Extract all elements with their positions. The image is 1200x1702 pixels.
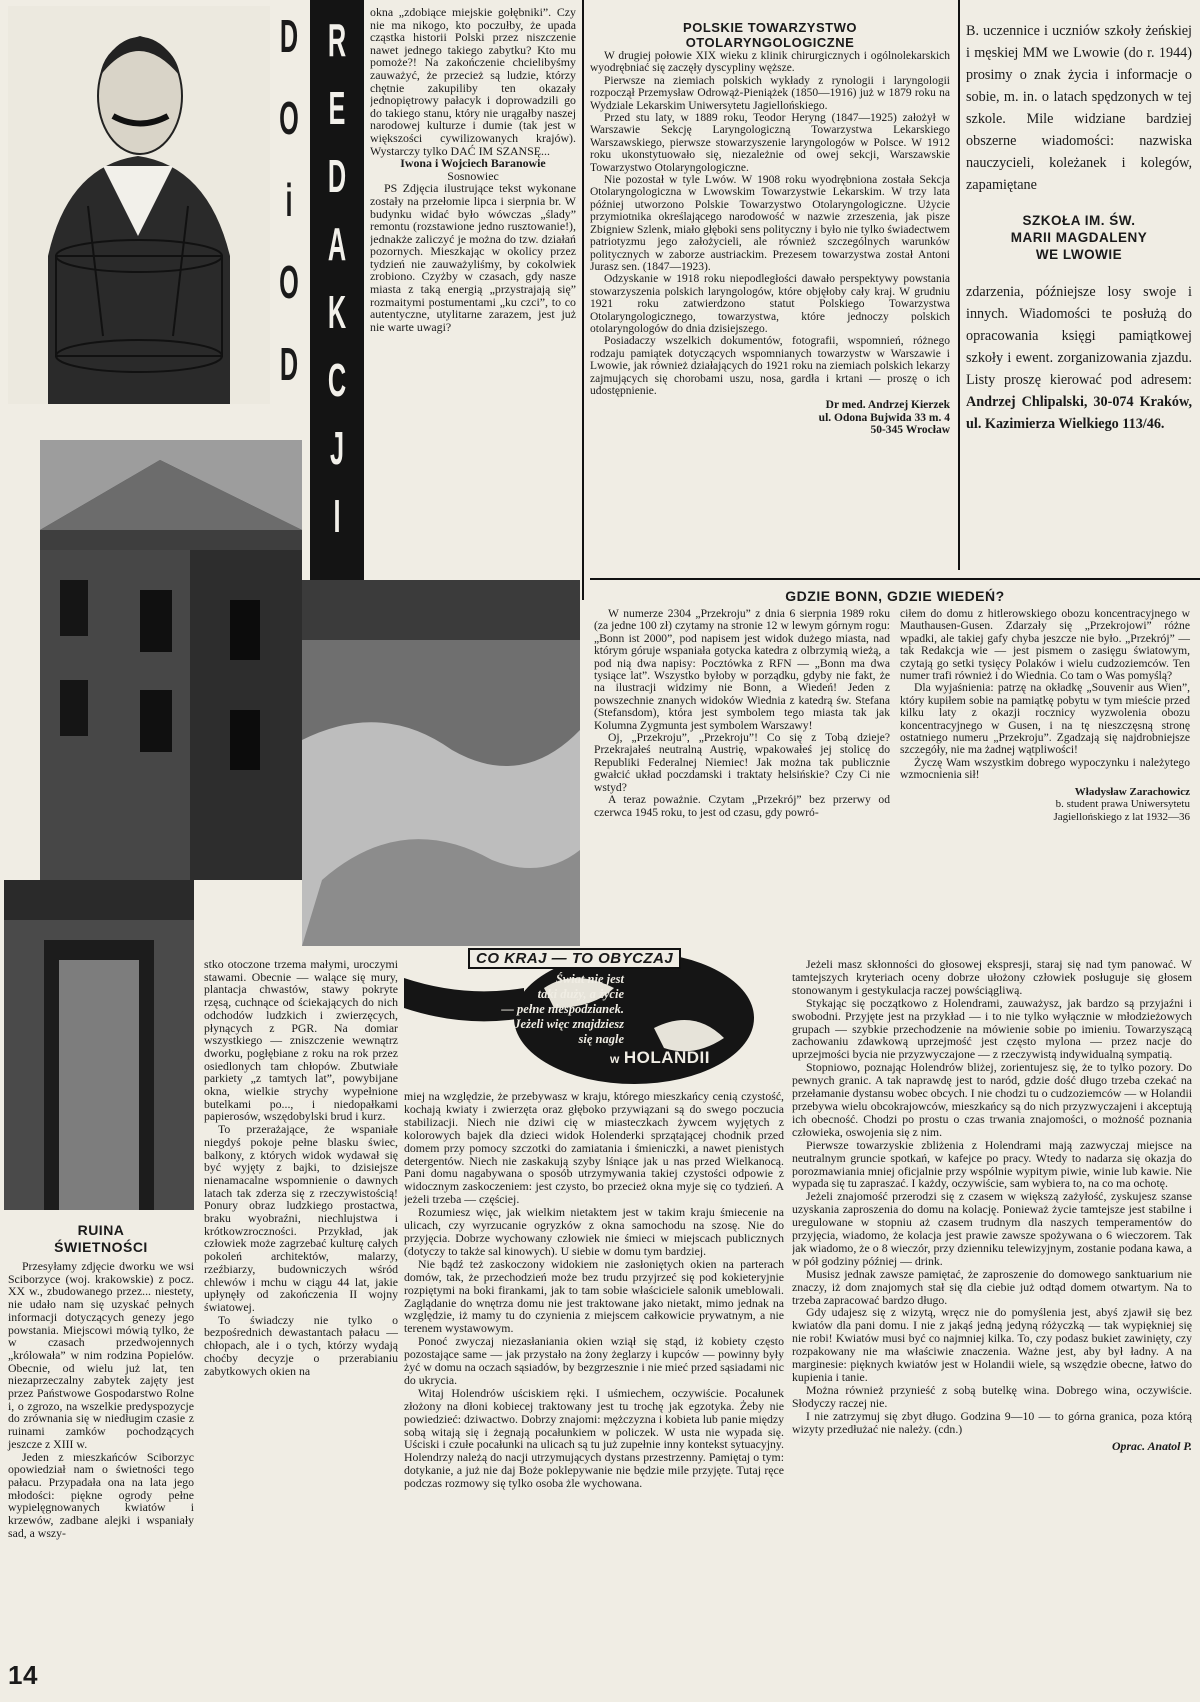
ruina-paragraph: Jeden z mieszkańców Sciborzyc opowiedział nam o świetności tego pałacu. Przypadała ona na lata jego młodości: piękne ogrody pełne wypielęgnowanych kwiatów i krzewów, zadbane alejki i wspaniały sad, a wszy- — [8, 1449, 194, 1540]
masthead-letter: A — [327, 218, 347, 270]
holandia-paragraph: miej na względzie, że przebywasz w kraju, którego mieszkańcy cenią czystość, kochają kwiaty i zwierzęta oraz głęboko przywiązani są do swego poczucia stabilizacji. Niech nie dziwi cię w miasteczkach żywcem wyjętych z kolorowych bajek dla dzieci widok Holenderki sprzątającej chodnik przed domem przy pomocy szczotki do zamiatania i śmieniczki, a nawet pienistych detergentów. Niech nie zaskakują szyby lśniące jak u nas przed Wielkanocą. Pani domu nagabywana o sposób utrzymywania takiej czystości odpowie z widocznym zaskoczeniem: jest czysto, bo przecież okna myje się co tydzień. A jeżeli trzeba — częściej. — [404, 1090, 784, 1207]
holandia-country — [610, 1048, 710, 1068]
bonn-signature-note: Jagiellońskiego z lat 1932—36 — [1053, 810, 1190, 823]
holandia-paragraph: Można również przynieść z sobą butelkę wina. Dobrego wina, oczywiście. Słodyczy raczej nie. — [792, 1382, 1192, 1410]
photo-manor — [40, 440, 302, 880]
masthead-left — [270, 10, 308, 400]
ruina-title-line: RUINA — [77, 1222, 125, 1238]
ptol-paragraph: W drugiej połowie XIX wieku z klinik chirurgicznych i ogólnolekarskich wyodrębniać się zaczęły dyscypliny węższe. — [590, 50, 950, 75]
ptol-address: 50-345 Wrocław — [870, 424, 950, 437]
magdalena-heading-line: SZKOŁA IM. ŚW. — [1022, 213, 1136, 228]
holandia-intro-line: Świat nie jest — [555, 972, 624, 986]
ptol-paragraph: Posiadaczy wszelkich dokumentów, fotografii, wspomnień, różnego rodzaju pamiątek dotyczących wspomnianych towarzystw w Warszawie i Lwowie, jak również działających do 1921 roku na ziemiach polskich lekarzy zajmujących się chorobami uszu, nosa, gardła i krtani — proszę o ich udostępnienie. — [590, 335, 950, 397]
bonn-article — [590, 582, 1200, 928]
holandia-intro — [464, 972, 624, 1047]
ruina-paragraph: Przesyłamy zdjęcie dworku we wsi Sciborzyce (woj. krakowskie) z pocz. XX w., zbudowanego przez... niestety, nie udało nam się uzyskać pełnych informacji dotyczących genezy jego powstania. Miejscowi mówią tylko, że w czasach przedwojennych „królowała” w nim rodzina Popielów. Obecnie, od wielu już lat, ten niezaprzeczalny zabytek zajęty jest przez Państwowe Gospodarstwo Rolne i, o zgrozo, na wszelkie predyspozycje do zrównania się w niedługim czasie z ruinami zamków pochodzących jeszcze z XIII w. — [8, 1259, 194, 1451]
holandia-paragraph: Jeżeli masz skłonności do głosowej ekspresji, staraj się nad tym panować. W tamtejszych kryteriach oceny dobrze ułożony człowiek posługuje się głosem stonowanym i gestykulacja raczej powściągliwą. — [792, 958, 1192, 997]
holandia-paragraph: Rozumiesz więc, jak wielkim nietaktem jest w takim kraju śmiecenie na ulicach, czy wyrzucanie ogryzków z okna samochodu na szosę. Nie do przyjęcia. Dobrze wychowany człowiek nie śmieci w miejscach publicznych (dotyczy to także sal kinowych). U siebie w domu tym bardziej. — [404, 1205, 784, 1258]
ruina-col1 — [8, 1260, 194, 1539]
holandia-intro-line: Jeżeli więc znajdziesz — [514, 1017, 624, 1031]
ptol-title-line: POLSKIE TOWARZYSTWO — [683, 20, 857, 35]
letter-ps: PS Zdjęcia ilustrujące tekst wykonane zostały na przełomie lipca i sierpnia br. W budynku widać było wówczas „ślady” remontu (rozstawione jedno rusztowanie!), jednakże zaliczyć je można do tzw. działań pozornych. Mieszkając w okolicy przez tydzień nie zauważyliśmy, by cokolwiek zrobiono. Czyżby w czasach, gdy nasze miasta z taką energią „przystrajają się” rozmaitymi postumentami „ku czci”, to co autentyczne, utylitarne zarazem, jest już nie warte uwagi? — [370, 181, 576, 334]
masthead-letter: D — [279, 338, 299, 390]
masthead-letter: C — [327, 354, 347, 406]
masthead-letter: O — [279, 92, 299, 144]
holandia-paragraph: Musisz jednak zawsze pamiętać, że zaproszenie do domowego sanktuarium nie znaczy, iż dom znajomych stał się dla ciebie już odtąd domem otwartym. Na to trzeba zapracować bardzo długo. — [792, 1266, 1192, 1307]
bonn-paragraph: A teraz poważnie. Czytam „Przekrój” bez przerwy od czerwca 1945 roku, to jest od czasu, gdy powró- — [594, 793, 890, 819]
holandia-paragraph: Nie bądź też zaskoczony widokiem nie zasłoniętych okien na parterach domów, tak, że przechodzień może bez trudu przyjrzeć się pod kokieteryjnie rozpiętymi na boki firankami, jak to tam sobie właściciele salonik umeblowali. Zaglądanie do wnętrza domu nie jest traktowane jako nietakt, mimo jednak na względzie, iż mamy tu do czynienia z miejscem całkowicie prywatnym, a nie terenem wystawowym. — [404, 1256, 784, 1336]
engraving-portrait — [8, 6, 270, 404]
ruina-title-line: ŚWIETNOŚCI — [54, 1239, 148, 1255]
magdalena-intro: B. uczennice i uczniów szkoły żeńskiej i męskiej MM we Lwowie (do r. 1944) prosimy o znak życia i informacje o sobie, m. in. o latach spędzonych w tej szkole. Mile widziane bardziej obszerne wiadomości: nazwiska nauczycieli, koleżanek i kolegów, zapamiętane — [966, 23, 1192, 193]
ptol-title-line: OTOLARYNGOLOGICZNE — [685, 35, 855, 50]
bonn-paragraph: ciłem do domu z hitlerowskiego obozu koncentracyjnego w Mauthausen-Gusen. Zdarzały się „Przekrojowi” różne wpadki, ale takiej gafy chyba jeszcze nie było. „Przekrój” — tak Redakcja wie — jest pismem o zasięgu światowym, czytają go setki tysięcy Polaków i wielu cudzoziemców. Ten numer trafi również i do Wiednia. Co tam o Was pomyślą? — [900, 607, 1190, 683]
holandia-paragraph: Stykając się początkowo z Holendrami, zauważysz, jak bardzo są przyjaźni i swobodni. Przyjęte jest na przykład — i to nie tylko wyłącznie w młodzieżowych grupach — szybkie przechodzenie na mówienie sobie po imieniu. Towarzyszącą zachowaniu zdawkową uprzejmość jest często mylona — przez nacje do uprzejmości bycia nie przyzwyczajone — z rzeczywistą indywidualną sympatią. — [792, 995, 1192, 1062]
masthead-letter: J — [329, 422, 345, 474]
magdalena-heading-line: MARII MAGDALENY — [1010, 230, 1148, 245]
bonn-paragraph: Oj, „Przekroju”, „Przekroju”! Co się z Tobą dzieje? Przekrajałeś neutralną Austrię, wpakowałeś jej stolicę do Republiki Federalnej Niemiec! Jak można tak publicznie gwałcić układ poczdamski i traktaty helsińskie? Czy Ci nie wstyd? — [594, 731, 890, 794]
ptol-paragraph: Odzyskanie w 1918 roku niepodległości dawało perspektywy powstania stowarzyszenia polskich laryngologów, które objęłoby cały kraj. W grudniu 1921 roku zatwierdzono statut Polskiego Towarzystwa Otolaryngologicznego, towarzystwa, które jednoczy polskich otolaryngologów do dnia dzisiejszego. — [590, 273, 950, 335]
masthead-letter: D — [279, 10, 299, 62]
magdalena-article — [966, 20, 1192, 570]
masthead-letter: K — [327, 286, 347, 338]
ruina-col2 — [204, 958, 398, 1654]
magdalena-address: Andrzej Chlipalski, 30-074 Kraków, ul. Kazimierza Wielkiego 113/46. — [966, 394, 1192, 432]
masthead-letter: D — [327, 150, 347, 202]
holandia-paragraph: Jeżeli znajomość przerodzi się z czasem w większą zażyłość, zyskujesz szanse uzyskania zaproszenia do domu na kolację. Ponieważ życie tamtejsze jest stabilne i uregulowane w stopniu aż czasem trudnym dla naszych temperamentów do przyjęcia, wiadomo, że kolacja jest prawie zawsze spożywana o 6 wieczorem. Tak jak wiadomo, że o 8 wieczór, przy dzienniku telewizyjnym, zostanie podana kawa, a w pół godziny później — drink. — [792, 1189, 1192, 1268]
magdalena-body — [966, 281, 1192, 435]
ptol-paragraph: Nie pozostał w tyle Lwów. W 1908 roku wyodrębniona została Sekcja Otolaryngologiczna w Lwowskim Towarzystwie Lekarskim. W trzy lata później utworzono Polskie Towarzystwo Otolaryngologiczne. Użycie przymiotnika określającego narodowość w nazwie zrzeszenia, jak pisze Zbigniew Szlenk, miało głęboki sens polityczny i było nie tylko świadectwem patriotyzmu jego założycieli, ale również szczególnych warunków politycznych w zaborze austriackim. Prezesem towarzystwa został Antoni Jurasz sen. (1847—1923). — [590, 174, 950, 273]
holandia-col2 — [792, 958, 1192, 1680]
photo-doorway — [4, 880, 194, 1210]
magdalena-heading-line: WE LWOWIE — [1035, 247, 1123, 262]
masthead-letter: I — [333, 490, 341, 542]
ptol-title — [590, 20, 950, 50]
bonn-paragraph: Życzę Wam wszystkim dobrego wypoczynku i należytego wzmocnienia sił! — [900, 755, 1190, 782]
bonn-title: GDZIE BONN, GDZIE WIEDEŃ? — [785, 588, 1005, 604]
bonn-signature-note: b. student prawa Uniwersytetu — [1055, 798, 1190, 811]
ruina-paragraph: stko otoczone trzema małymi, uroczymi stawami. Obecnie — walące się mury, plantacja chwastów, stawy pokryte rzęsą, cuchnące od ściekających do nich odchodów ludzkich i zwierzęcych, płynących z PGR. Na domiar wszystkiego — zniszczenie wewnątrz dworku, pogłębiane z roku na rok przez osiedlonych tam chłopów. Zbutwiałe parkiety „z tamtych lat”, powybijane okna, wielkie strychy wypełnione butelkami po..., i niedopałkami papierosów, wszędobylski brud i kurz. — [204, 958, 398, 1124]
letter-city: Sosnowiec — [447, 168, 499, 183]
holandia-signature: Oprac. Anatol P. — [1112, 1438, 1192, 1453]
holandia-paragraph: Witaj Holendrów uściskiem ręki. I uśmiechem, oczywiście. Pocałunek złożony na dłoni kobiecej traktowany jest tu trochę jak egzotyka. Żeby nie powiedzieć: dziwactwo. Dobrzy znajomi: mężczyzna i kobieta lub panie między sobą witają się i żegnają pocałunkiem w policzek. W usta nie wypada się. Uściski i czułe pocałunki na ulicach są tu już zupełnie inny kontekst sytuacyjny. Holendrzy należą do nacji utrzymujących dystans przestrzenny. Pamiętaj o tym: dotykanie, a już nie daj Boże poklepywanie nie będzie mile przyjęte. Tutaj ręce podczas rozmowy się tylko osoba żle wychowana. — [404, 1385, 784, 1491]
holandia-col1 — [404, 1090, 784, 1700]
holandia-w: w — [610, 1052, 620, 1066]
divider — [958, 0, 960, 570]
holandia-paragraph: Pierwsze towarzyskie zbliżenia z Holendrami mają zazwyczaj miejsce na neutralnym gruncie spotkań, w kafejce po pracy. Wtedy to nadarza się okazja do porozmawiania mniej oficjalnie przy wspólnie wypitym piwie, winie lub kawie. Nie wypada się tu zapraszać. I każdy, oczywiście, sam wybiera to, na co ma ochotę. — [792, 1137, 1192, 1191]
ptol-article — [590, 20, 950, 576]
ruina-paragraph: To świadczy nie tylko o bezpośrednich dewastantach pałacu — chłopach, ale i o tych, którzy wydają choćby decyzje o przerabianiu zabytkowych okien na — [204, 1312, 398, 1378]
holandia-paragraph: Stopniowo, poznając Holendrów bliżej, zorientujesz się, że to tylko pozory. Do pewnych granic. A tak naprawdę jest to naród, gdzie dość długo trzeba czekać na przełamanie dystansu wobec obcych. I nie chodzi tu o cudzoziemców — w Holandii przebywa wielu obcokrajowców, mieszkańcy są do nich przyzwyczajeni i akceptują ich obecność. Chodzi po prostu o czas trwania znajomości, o możność poznania człowieka, oswojenia się z nim. — [792, 1060, 1192, 1139]
holandia-paragraph: Ponoć zwyczaj niezasłaniania okien wziął się stąd, iż kobiety często pozostające same — jak przystało na żony żeglarzy i kupców — powinny były żyć w domu na oczach sąsiadów, by bezgrzesznie i nie mieć przed sąsiadami nic do ukrycia. — [404, 1334, 784, 1387]
letter-golebniki — [370, 6, 576, 602]
holandia-paragraph: Gdy udajesz się z wizytą, wręcz nie do pomyślenia jest, abyś zjawił się bez kwiatów dla pani domu. I nie z jakąś jedną jedyną różyczką — tak wypiękniej się nie robi! Kwiatów musi być co najmniej kilka. To, czy podasz bukiet zawinięty, czy rozpakowany nie ma właściwie znaczenia. Ważne jest, aby był ładny. A na marginesie: pięknych kwiatów jest w Holandii wiele, są wszędzie obecne, łatwo do kupienia i tanie. — [792, 1305, 1192, 1384]
divider — [590, 578, 1200, 580]
page-number: 14 — [8, 1660, 38, 1690]
ruina-paragraph: To przerażające, że wspaniałe niegdyś pokoje pełne blasku świec, balkony, z których widok wydawał się być wyjęty z bajki, to dzisiejsze nienamacalne wspomnienie o dawnych latach tak zderza się z rzeczywistością! Ponury obraz ludzkiego prostactwa, braku wyobraźni, niechlujstwa i krótkowzroczności. Przykład, jak człowiek może zagrzebać kulturę całych pokoleń architektów, malarzy, rzeźbiarzy, budowniczych wśród chlewów i mchu w ciągu 44 lat, jakie upłynęły od zakończenia II wojny światowej. — [204, 1122, 398, 1314]
bonn-col1 — [594, 608, 890, 819]
holandia-banner — [404, 948, 758, 1084]
holandia-intro-line: się nagle — [578, 1032, 624, 1046]
ptol-paragraph: Pierwsze na ziemiach polskich wykłady z rynologii i laryngologii rozpoczął Przemysław Odrowąż-Pieniążek (1850—1916) już w 1879 roku na Wydziale Lekarskim Uniwersytetu Jagiellońskiego. — [590, 74, 950, 112]
ptol-address: ul. Odona Bujwida 33 m. 4 — [818, 411, 950, 424]
photo-ruin-interior — [302, 580, 580, 946]
bonn-paragraph: W numerze 2304 „Przekroju” z dnia 6 sierpnia 1989 roku (za jedne 100 zł) czytamy na stronie 12 w lewym górnym rogu: „Bonn ist 2000”, pod napisem jest widok dużego miasta, nad którym góruje wspaniała gotycka katedra z olbrzymią wieżą, a pod nią dwa napisy: Pocztówka z RFN — „Bonn ma dwa tysiące lat”. Wszystko byłoby w porządku, gdyby nie fakt, że na ilustracji widzimy nie Bonn, a Wiedeń! Jeden z powszechnie znanych widoków Wiednia z katedrą św. Stefana (Stefansdom), która jest symbolem tego miasta tak jak Kolumna Zygmunta jest symbolem Warszawy! — [594, 607, 890, 732]
masthead-letter: E — [328, 82, 346, 134]
letter-body: okna „zdobiące miejskie gołębniki”. Czy nie ma nikogo, kto poczułby, że upada cząstka historii Polski przez niszczenie nawet jednego takiego zabytku? Kto mu pomoże?! Na zakończenie chcielibyśmy zauważyć, że przecież są ludzie, którzy chętnie zakupiliby ten okazały jednopiętrowy pałacyk i doprowadzili go do takiego stanu, który nie urągałby naszej narodowej kulturze i dumie (tak jest w większości cywilizowanych krajów). Wystarczy tylko DAĆ IM SZANSĘ... — [370, 6, 576, 158]
holandia-country-name: HOLANDII — [623, 1048, 711, 1067]
holandia-intro-line: — pełne niespodzianek. — [501, 1002, 624, 1016]
masthead-letter: i — [285, 174, 293, 226]
ptol-signature: Dr med. Andrzej Kierzek — [825, 399, 950, 412]
bonn-paragraph: Dla wyjaśnienia: patrzę na okładkę „Souvenir aus Wien”, który kupiłem sobie na pamiątkę pobytu w tym mieście przed kilku laty z okazji rocznicy wyzwolenia obozu koncentracyjnego w Gusen, i na tę nieszczęsną stronę ostatniego numeru „Przekroju”. Zgadzają się najdrobniejsze szczegóły, nie ma żadnej wątpliwości! — [900, 681, 1190, 757]
divider — [582, 0, 584, 600]
masthead-letter: O — [279, 256, 299, 308]
masthead-right — [310, 0, 364, 580]
bonn-signature: Władysław Zarachowicz — [1074, 785, 1190, 798]
magdalena-heading — [966, 212, 1192, 263]
ruina-title — [6, 1222, 196, 1256]
letter-signature: Iwona i Wojciech Baranowie — [400, 156, 546, 171]
holandia-banner-title: CO KRAJ — TO OBYCZAJ — [468, 948, 681, 969]
masthead-letter: R — [327, 14, 347, 66]
bonn-col2 — [900, 608, 1190, 823]
ptol-paragraph: Przed stu laty, w 1889 roku, Teodor Heryng (1847—1925) założył w Warszawie Sekcję Laryngologiczną Towarzystwa Lekarskiego Warszawskiego, pierwsze stowarzyszenie laryngologów w Polsce. W 1912 roku ukonstytuowało się, niezależnie od owej sekcji, Warszawskie Towarzystwo Otolaryngologiczne. — [590, 112, 950, 174]
holandia-paragraph: I nie zatrzymuj się zbyt długo. Godzina 9—10 — to górna granica, poza którą wizyty przedłużać nie należy. (cdn.) — [792, 1408, 1192, 1436]
holandia-intro-line: taki duży, a życie — [537, 987, 624, 1001]
magdalena-body-text: zdarzenia, późniejsze losy swoje i innych. Wiadomości te posłużą do opracowania księgi pamiątkowej szkoły i ewent. zorganizowania zjazdu. Listy proszę kierować pod adresem: — [966, 284, 1192, 388]
